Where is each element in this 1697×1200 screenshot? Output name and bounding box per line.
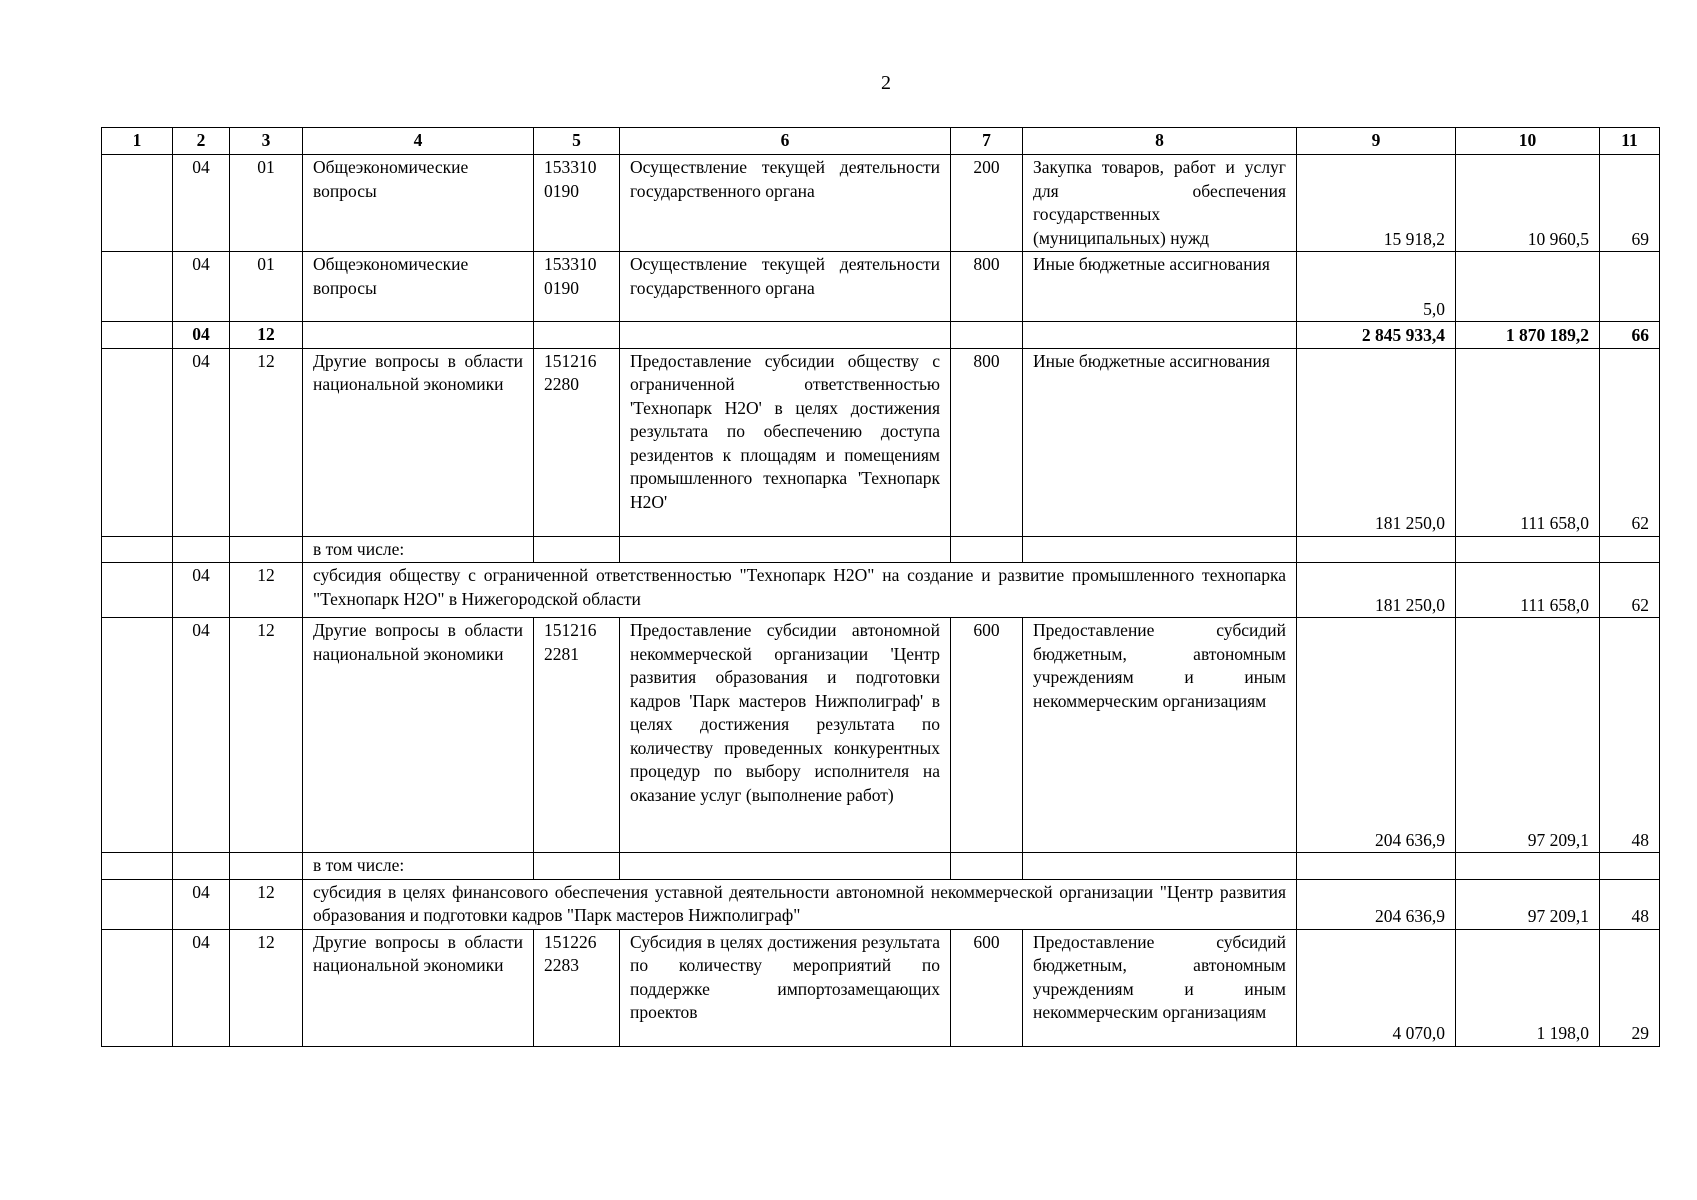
cell-plan: 4 070,0	[1297, 929, 1456, 1046]
cell-expense-type: 600	[951, 929, 1023, 1046]
cell-percent	[1600, 853, 1660, 880]
cell-actual	[1456, 252, 1600, 322]
cell-target-code: 153310 0190	[534, 252, 620, 322]
cell-section: 04	[173, 155, 230, 252]
cell-expense-type	[951, 853, 1023, 880]
cell-percent	[1600, 252, 1660, 322]
cell-section: 04	[173, 618, 230, 853]
header-cell: 4	[303, 128, 534, 155]
cell-target-code: 151226 2283	[534, 929, 620, 1046]
header-cell: 5	[534, 128, 620, 155]
cell-expense-name: Предоставление субсидий бюджетным, автономным учреждениям и иным некоммерческим организациям	[1023, 929, 1297, 1046]
label-row	[102, 853, 1660, 880]
table-row	[102, 252, 1660, 322]
header-cell: 2	[173, 128, 230, 155]
cell-target-code	[534, 536, 620, 563]
cell-expense-name: Иные бюджетные ассигнования	[1023, 252, 1297, 322]
cell-target-name: Предоставление субсидии обществу с ограниченной ответственностью 'Технопарк Н2О' в целях достижения результата по обеспечению доступа резидентов к площадям и помещениям промышленного технопарка 'Технопарк Н2О'	[620, 348, 951, 536]
cell-subsection: 12	[230, 322, 303, 349]
cell-target-name	[620, 536, 951, 563]
cell-section: 04	[173, 879, 230, 929]
cell-subsection: 12	[230, 929, 303, 1046]
page-number: 2	[881, 72, 891, 94]
cell-target-code: 151216 2281	[534, 618, 620, 853]
cell-col1	[102, 322, 173, 349]
cell-section: 04	[173, 563, 230, 618]
cell-subsection: 01	[230, 155, 303, 252]
cell-col1	[102, 563, 173, 618]
cell-expense-name	[1023, 853, 1297, 880]
subtotal-row	[102, 322, 1660, 349]
cell-expense-name	[1023, 322, 1297, 349]
subsidy-detail-row	[102, 879, 1660, 929]
cell-subsection	[230, 536, 303, 563]
cell-percent: 48	[1600, 618, 1660, 853]
cell-target-name: Предоставление субсидии автономной некоммерческой организации 'Центр развития образования и подготовки кадров 'Парк мастеров Нижполиграф' в целях достижения результата по количеству проведенных конкурентных процедур по выбору исполнителя на оказание услуг (выполнение работ)	[620, 618, 951, 853]
budget-table	[101, 127, 1660, 1047]
cell-expense-type: 200	[951, 155, 1023, 252]
cell-plan: 181 250,0	[1297, 348, 1456, 536]
header-cell: 7	[951, 128, 1023, 155]
cell-actual: 10 960,5	[1456, 155, 1600, 252]
table-row	[102, 618, 1660, 853]
cell-target-name: Субсидия в целях достижения результата по количеству мероприятий по поддержке импортозамещающих проектов	[620, 929, 951, 1046]
cell-col1	[102, 879, 173, 929]
cell-target-name	[620, 853, 951, 880]
cell-section-name: Другие вопросы в области национальной экономики	[303, 348, 534, 536]
cell-section-name	[303, 322, 534, 349]
label-row	[102, 536, 1660, 563]
cell-section: 04	[173, 322, 230, 349]
cell-actual: 97 209,1	[1456, 879, 1600, 929]
cell-target-code	[534, 322, 620, 349]
subsidy-description: субсидия обществу с ограниченной ответственностью "Технопарк Н2О" на создание и развитие промышленного технопарка "Технопарк Н2О" в Нижегородской области	[303, 563, 1297, 618]
cell-col1	[102, 853, 173, 880]
subsidy-detail-row	[102, 563, 1660, 618]
cell-plan: 181 250,0	[1297, 563, 1456, 618]
cell-target-name: Осуществление текущей деятельности государственного органа	[620, 155, 951, 252]
cell-plan: 5,0	[1297, 252, 1456, 322]
cell-plan: 204 636,9	[1297, 879, 1456, 929]
cell-plan: 204 636,9	[1297, 618, 1456, 853]
cell-actual: 1 198,0	[1456, 929, 1600, 1046]
table-row	[102, 929, 1660, 1046]
subsidy-description: субсидия в целях финансового обеспечения уставной деятельности автономной некоммерческой организации "Центр развития образования и подготовки кадров "Парк мастеров Нижполиграф"	[303, 879, 1297, 929]
cell-plan: 2 845 933,4	[1297, 322, 1456, 349]
cell-section-name: Другие вопросы в области национальной экономики	[303, 618, 534, 853]
cell-section: 04	[173, 252, 230, 322]
cell-actual	[1456, 853, 1600, 880]
cell-section: 04	[173, 929, 230, 1046]
cell-target-code	[534, 853, 620, 880]
cell-actual	[1456, 536, 1600, 563]
cell-section-name: Общеэкономические вопросы	[303, 252, 534, 322]
cell-percent: 62	[1600, 563, 1660, 618]
cell-actual: 97 209,1	[1456, 618, 1600, 853]
cell-col1	[102, 348, 173, 536]
cell-col1	[102, 536, 173, 563]
header-row	[102, 128, 1660, 155]
cell-percent: 69	[1600, 155, 1660, 252]
cell-percent: 66	[1600, 322, 1660, 349]
cell-subsection: 12	[230, 879, 303, 929]
cell-target-code: 151216 2280	[534, 348, 620, 536]
cell-percent: 62	[1600, 348, 1660, 536]
cell-percent	[1600, 536, 1660, 563]
cell-expense-type	[951, 322, 1023, 349]
cell-col1	[102, 618, 173, 853]
header-cell: 9	[1297, 128, 1456, 155]
header-cell: 3	[230, 128, 303, 155]
including-label: в том числе:	[303, 536, 534, 563]
cell-section	[173, 536, 230, 563]
cell-plan	[1297, 853, 1456, 880]
cell-expense-type: 800	[951, 348, 1023, 536]
header-cell: 11	[1600, 128, 1660, 155]
cell-expense-name	[1023, 536, 1297, 563]
table-row	[102, 155, 1660, 252]
cell-expense-type	[951, 536, 1023, 563]
cell-plan: 15 918,2	[1297, 155, 1456, 252]
header-cell: 10	[1456, 128, 1600, 155]
cell-section-name: Другие вопросы в области национальной экономики	[303, 929, 534, 1046]
cell-expense-name: Предоставление субсидий бюджетным, автономным учреждениям и иным некоммерческим организациям	[1023, 618, 1297, 853]
cell-expense-type: 600	[951, 618, 1023, 853]
cell-percent: 48	[1600, 879, 1660, 929]
cell-subsection: 12	[230, 618, 303, 853]
header-cell: 6	[620, 128, 951, 155]
cell-percent: 29	[1600, 929, 1660, 1046]
cell-actual: 1 870 189,2	[1456, 322, 1600, 349]
cell-subsection	[230, 853, 303, 880]
cell-col1	[102, 929, 173, 1046]
cell-target-code: 153310 0190	[534, 155, 620, 252]
cell-actual: 111 658,0	[1456, 348, 1600, 536]
cell-section: 04	[173, 348, 230, 536]
table-row	[102, 348, 1660, 536]
cell-subsection: 01	[230, 252, 303, 322]
cell-col1	[102, 155, 173, 252]
header-cell: 8	[1023, 128, 1297, 155]
including-label: в том числе:	[303, 853, 534, 880]
cell-expense-name: Иные бюджетные ассигнования	[1023, 348, 1297, 536]
cell-target-name	[620, 322, 951, 349]
cell-actual: 111 658,0	[1456, 563, 1600, 618]
cell-subsection: 12	[230, 563, 303, 618]
header-cell: 1	[102, 128, 173, 155]
cell-expense-name: Закупка товаров, работ и услуг для обеспечения государственных (муниципальных) нужд	[1023, 155, 1297, 252]
cell-target-name: Осуществление текущей деятельности государственного органа	[620, 252, 951, 322]
cell-col1	[102, 252, 173, 322]
cell-plan	[1297, 536, 1456, 563]
cell-expense-type: 800	[951, 252, 1023, 322]
cell-subsection: 12	[230, 348, 303, 536]
cell-section-name: Общеэкономические вопросы	[303, 155, 534, 252]
cell-section	[173, 853, 230, 880]
